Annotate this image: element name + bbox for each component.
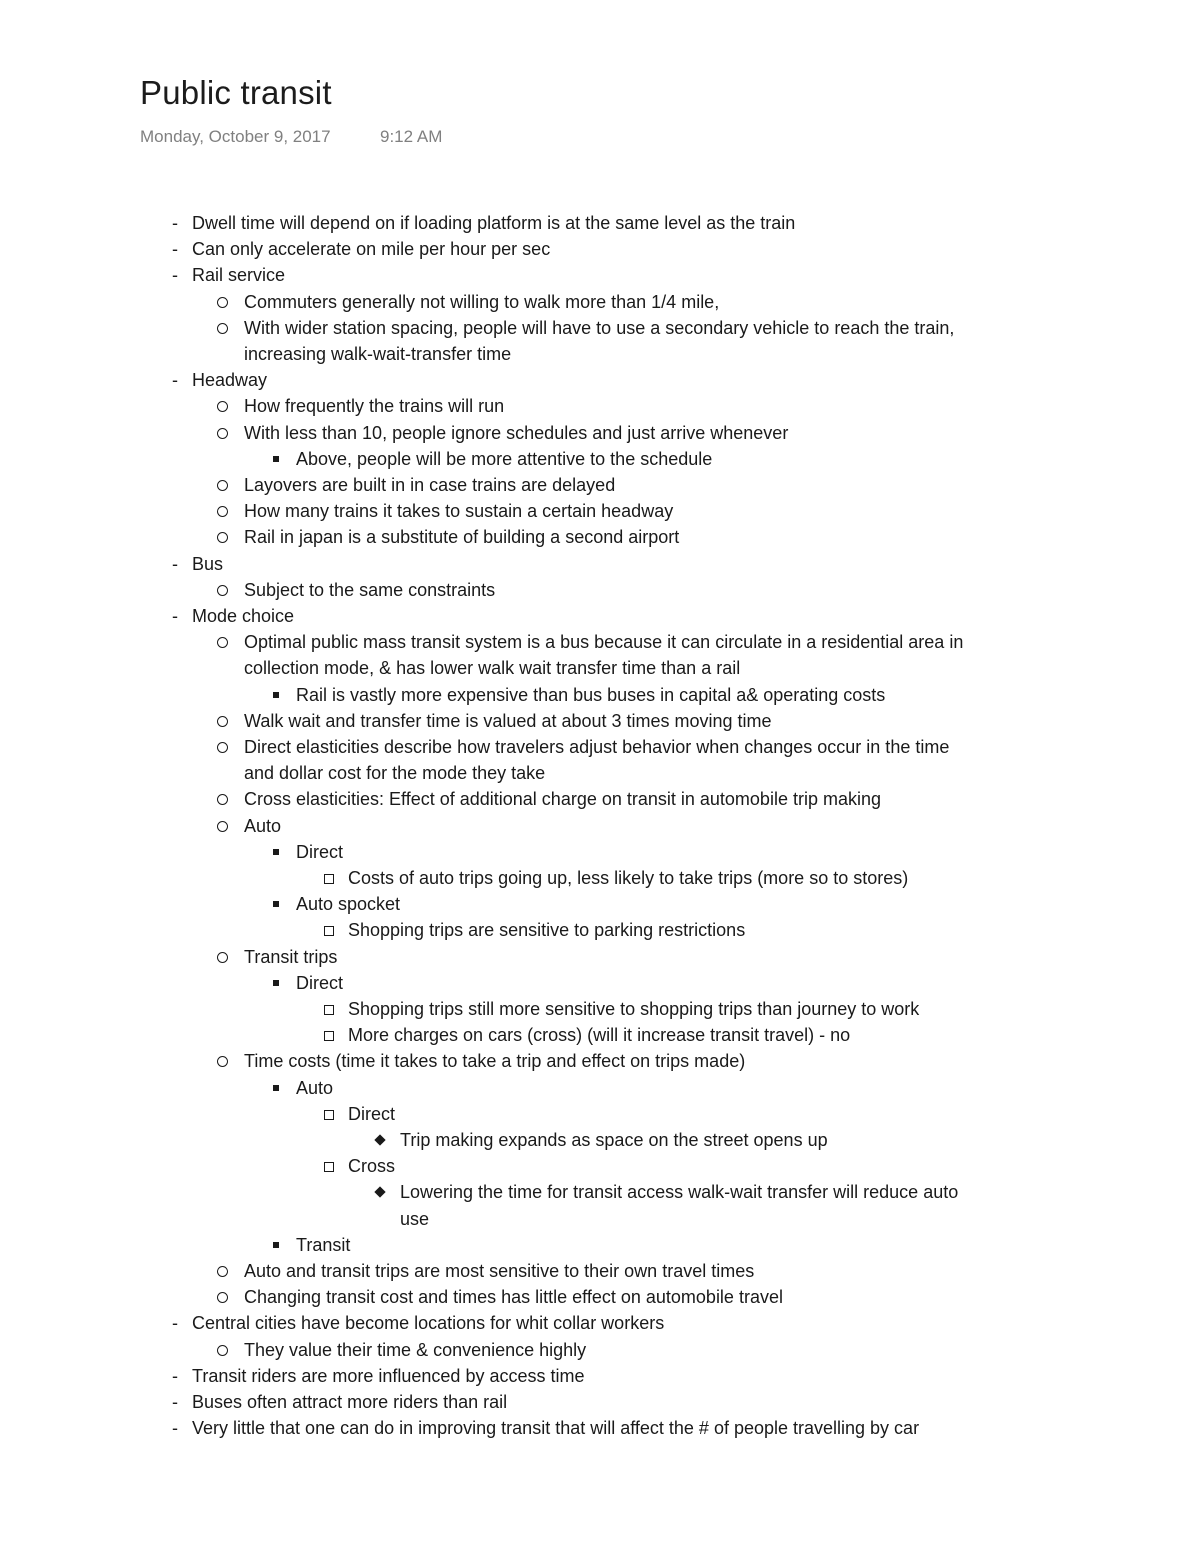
note-text: Lowering the time for transit access walk-wait transfer will reduce auto — [400, 1182, 959, 1203]
note-line — [0, 603, 1200, 629]
circle-bullet-icon — [217, 794, 228, 805]
open-square-bullet-icon — [324, 1110, 334, 1120]
note-text: Layovers are built in in case trains are delayed — [244, 475, 616, 495]
circle-bullet-icon — [217, 637, 228, 648]
circle-bullet-icon — [217, 401, 228, 412]
note-text: Costs of auto trips going up, less likely to take trips (more so to stores) — [348, 868, 909, 888]
circle-bullet-icon — [217, 585, 228, 596]
note-line — [0, 1310, 1200, 1336]
open-square-bullet-icon — [324, 1162, 334, 1172]
page-time: 9:12 AM — [380, 127, 443, 146]
note-line — [0, 682, 1200, 708]
note-line — [0, 446, 1200, 472]
note-line — [0, 341, 1200, 367]
circle-bullet-icon — [217, 506, 228, 517]
note-line — [0, 970, 1200, 996]
note-line — [0, 1337, 1200, 1363]
circle-bullet-icon — [217, 821, 228, 832]
note-text: Direct — [296, 841, 344, 862]
note-line — [0, 813, 1200, 839]
note-text: Direct — [348, 1103, 396, 1124]
dash-bullet-icon: - — [172, 1392, 178, 1412]
note-line — [0, 524, 1200, 550]
note-text: Auto spocket — [296, 894, 401, 915]
note-text: Bus — [192, 553, 224, 574]
note-text: Buses often attract more riders than rail — [192, 1392, 508, 1412]
note-text: and dollar cost for the mode they take — [244, 763, 546, 784]
circle-bullet-icon — [217, 428, 228, 439]
note-line — [0, 1127, 1200, 1153]
note-line — [0, 1022, 1200, 1048]
note-line — [0, 236, 1200, 262]
note-line — [0, 1206, 1200, 1232]
note-text: Above, people will be more attentive to the schedule — [296, 448, 713, 469]
note-text: Dwell time will depend on if loading platform is at the same level as the train — [192, 213, 796, 233]
square-bullet-icon — [273, 901, 279, 907]
open-square-bullet-icon — [324, 874, 334, 884]
note-text: Cross elasticities: Effect of additional charge on transit in automobile trip making — [244, 789, 881, 810]
note-text: How frequently the trains will run — [244, 396, 505, 417]
note-line — [0, 577, 1200, 603]
circle-bullet-icon — [217, 716, 228, 727]
note-line — [0, 1363, 1200, 1389]
note-text: Can only accelerate on mile per hour per sec — [192, 239, 551, 260]
note-text: Transit — [296, 1234, 351, 1255]
square-bullet-icon — [273, 1085, 279, 1091]
dash-bullet-icon: - — [172, 1365, 178, 1386]
diamond-bullet-icon — [374, 1134, 385, 1145]
note-line — [0, 262, 1200, 288]
open-square-bullet-icon — [324, 1005, 334, 1015]
note-text: More charges on cars (cross) (will it increase transit travel) - no — [348, 1025, 851, 1046]
square-bullet-icon — [273, 980, 279, 986]
note-line — [0, 1232, 1200, 1258]
note-text: collection mode, & has lower walk wait transfer time than a rail — [244, 658, 741, 679]
circle-bullet-icon — [217, 480, 228, 491]
note-text: Trip making expands as space on the street opens up — [400, 1130, 828, 1150]
note-text: Rail service — [192, 265, 286, 286]
square-bullet-icon — [273, 1242, 279, 1248]
note-line — [0, 289, 1200, 315]
note-line — [0, 1101, 1200, 1127]
note-line — [0, 1415, 1200, 1441]
note-text: Cross — [348, 1156, 396, 1177]
page-date: Monday, October 9, 2017 — [140, 127, 331, 146]
note-line — [0, 944, 1200, 970]
note-text: use — [400, 1208, 430, 1229]
note-line — [0, 891, 1200, 917]
note-text: They value their time & convenience highly — [244, 1339, 587, 1360]
note-text: Direct elasticities describe how travelers adjust behavior when changes occur in the time — [244, 737, 950, 757]
note-text: Changing transit cost and times has little effect on automobile travel — [244, 1287, 783, 1308]
dash-bullet-icon: - — [172, 1313, 178, 1334]
note-line — [0, 210, 1200, 236]
note-text: Rail is vastly more expensive than bus buses in capital a& operating costs — [296, 684, 886, 705]
dash-bullet-icon: - — [172, 213, 178, 233]
note-text: Time costs (time it takes to take a trip and effect on trips made) — [244, 1051, 746, 1072]
note-line — [0, 708, 1200, 734]
note-text: With wider station spacing, people will have to use a secondary vehicle to reach the train, — [244, 317, 955, 338]
note-text: Mode choice — [192, 606, 295, 626]
note-text: increasing walk-wait-transfer time — [244, 344, 512, 364]
note-text: Headway — [192, 370, 268, 391]
note-text: Shopping trips are sensitive to parking restrictions — [348, 920, 746, 941]
note-text: With less than 10, people ignore schedules and just arrive whenever — [244, 422, 789, 443]
open-square-bullet-icon — [324, 926, 334, 936]
note-text: Auto — [244, 815, 282, 836]
dash-bullet-icon: - — [172, 553, 178, 574]
square-bullet-icon — [273, 456, 279, 462]
note-line — [0, 1179, 1200, 1205]
note-text: Direct — [296, 972, 344, 993]
note-line — [0, 786, 1200, 812]
note-text: Rail in japan is a substitute of building a second airport — [244, 527, 680, 548]
note-text: Central cities have become locations for whit collar workers — [192, 1313, 665, 1334]
note-line — [0, 472, 1200, 498]
note-text: Transit trips — [244, 946, 338, 967]
circle-bullet-icon — [217, 1345, 228, 1356]
note-line — [0, 393, 1200, 419]
dash-bullet-icon: - — [172, 606, 178, 626]
circle-bullet-icon — [217, 1292, 228, 1303]
note-line — [0, 315, 1200, 341]
note-line — [0, 1389, 1200, 1415]
note-text: Auto and transit trips are most sensitive to their own travel times — [244, 1261, 755, 1281]
note-line — [0, 734, 1200, 760]
note-line — [0, 996, 1200, 1022]
circle-bullet-icon — [217, 952, 228, 963]
note-line — [0, 629, 1200, 655]
note-text: How many trains it takes to sustain a certain headway — [244, 501, 674, 522]
note-line — [0, 865, 1200, 891]
circle-bullet-icon — [217, 742, 228, 753]
note-line — [0, 1258, 1200, 1284]
circle-bullet-icon — [217, 297, 228, 308]
note-text: Shopping trips still more sensitive to shopping trips than journey to work — [348, 999, 920, 1019]
note-line — [0, 498, 1200, 524]
circle-bullet-icon — [217, 532, 228, 543]
dash-bullet-icon: - — [172, 265, 178, 286]
square-bullet-icon — [273, 849, 279, 855]
dash-bullet-icon: - — [172, 370, 178, 391]
circle-bullet-icon — [217, 323, 228, 334]
note-text: Auto — [296, 1077, 334, 1098]
note-line — [0, 1153, 1200, 1179]
note-text: Subject to the same constraints — [244, 579, 496, 600]
diamond-bullet-icon — [374, 1187, 385, 1198]
dash-bullet-icon: - — [172, 239, 178, 260]
note-line — [0, 551, 1200, 577]
note-line — [0, 839, 1200, 865]
note-text: Optimal public mass transit system is a bus because it can circulate in a residential area in — [244, 632, 964, 653]
note-line — [0, 760, 1200, 786]
note-text: Very little that one can do in improving transit that will affect the # of people travelling by car — [192, 1418, 920, 1439]
note-line — [0, 367, 1200, 393]
dash-bullet-icon: - — [172, 1418, 178, 1439]
square-bullet-icon — [273, 692, 279, 698]
open-square-bullet-icon — [324, 1031, 334, 1041]
note-line — [0, 420, 1200, 446]
note-line — [0, 917, 1200, 943]
note-line — [0, 1284, 1200, 1310]
note-line — [0, 655, 1200, 681]
note-text: Transit riders are more influenced by access time — [192, 1365, 585, 1386]
note-text: Walk wait and transfer time is valued at about 3 times moving time — [244, 710, 772, 731]
note-line — [0, 1075, 1200, 1101]
note-text: Commuters generally not willing to walk more than 1/4 mile, — [244, 291, 720, 312]
note-line — [0, 1048, 1200, 1074]
circle-bullet-icon — [217, 1056, 228, 1067]
circle-bullet-icon — [217, 1266, 228, 1277]
page-title: Public transit — [140, 74, 332, 111]
